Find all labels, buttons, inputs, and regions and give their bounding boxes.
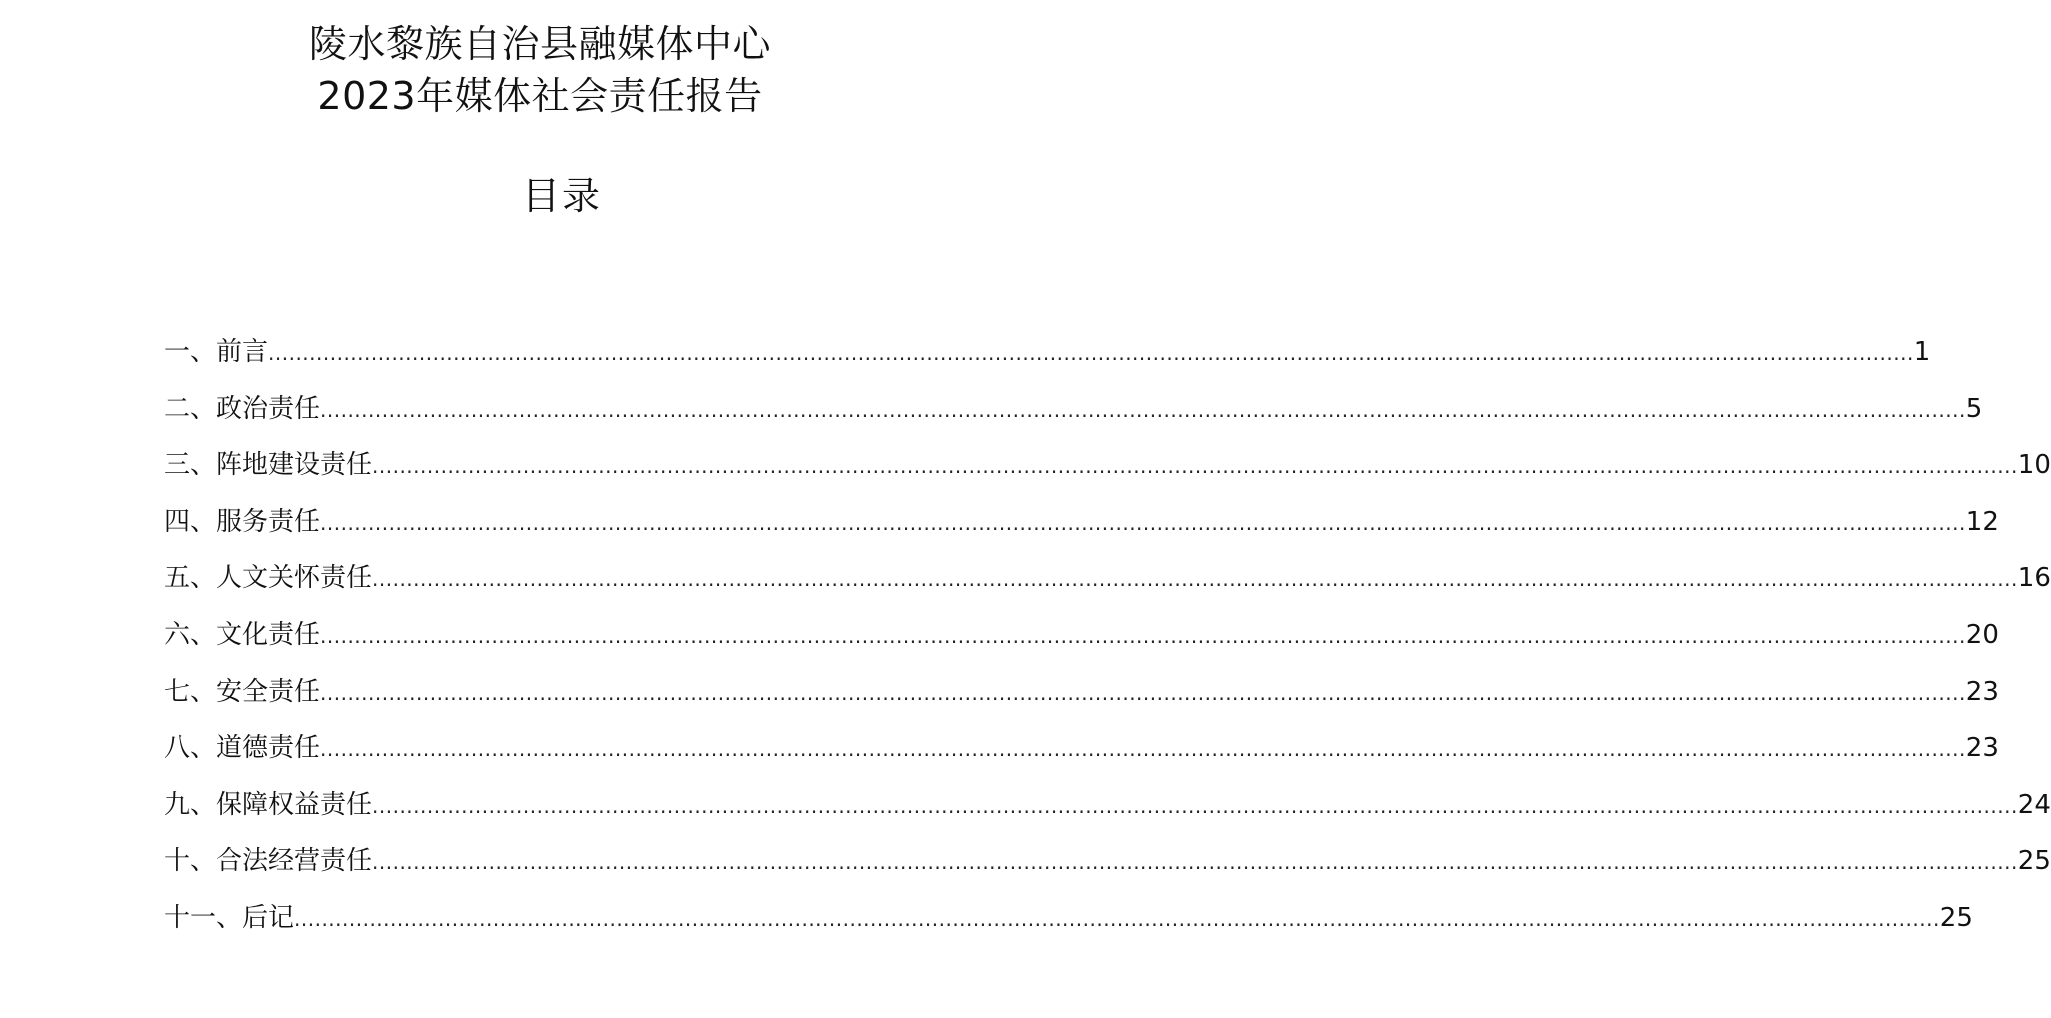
toc-entry-page: 10 [2017,450,2051,481]
toc-entry-page: 5 [1965,393,1983,424]
toc-entry-platform [164,437,2051,494]
toc-entry-label: 十、合法经营责任 [164,846,373,877]
toc-entry-label: 七、安全责任 [164,676,321,707]
toc-entry-page: 23 [1965,676,1999,707]
toc-dot-leader: ................................................................................................................................................................................................................................................ [320,397,1966,422]
toc-entry-label: 三、阵地建设责任 [164,450,373,481]
title-line-2: 2023年媒体社会责任报告 [317,74,763,118]
toc-entry-service [164,494,1999,551]
toc-entry-afterword [164,890,1973,947]
toc-entry-page: 16 [2017,563,2051,594]
toc-entry-label: 四、服务责任 [164,506,321,537]
toc-entry-page: 25 [1939,902,1973,933]
toc-dot-leader: ................................................................................................................................................................................................................................................ [294,906,1940,931]
toc-dot-leader: ................................................................................................................................................................................................................................................ [372,793,2018,818]
toc-entry-label: 十一、后记 [164,902,295,933]
toc-entry-humanistic [164,550,2051,607]
toc-entry-page: 1 [1913,337,1931,367]
toc-heading: 目录 [521,174,602,218]
toc-entry-safety [164,664,1999,721]
toc-dot-leader: ................................................................................................................................................................................................................................................ [372,567,2018,592]
toc-entry-label: 一、前言 [164,337,269,367]
toc-entry-label: 六、文化责任 [164,619,321,650]
toc-dot-leader: ................................................................................................................................................................................................................................................ [268,341,1914,365]
toc-entry-page: 23 [1965,733,1999,764]
toc-dot-leader: ................................................................................................................................................................................................................................................ [320,680,1966,705]
toc-dot-leader: ................................................................................................................................................................................................................................................ [320,737,1966,762]
toc-entry-page: 25 [2017,846,2051,877]
toc-entry-ethics [164,720,1999,777]
toc-entry-page: 12 [1965,506,1999,537]
toc-entry-label: 八、道德责任 [164,733,321,764]
toc-entry-cultural [164,607,1999,664]
toc-dot-leader: ................................................................................................................................................................................................................................................ [372,850,2018,875]
toc-entry-label: 五、人文关怀责任 [164,563,373,594]
toc-entry-legal-operation [164,833,2051,890]
document-title [0,18,1080,122]
toc-dot-leader: ................................................................................................................................................................................................................................................ [320,510,1966,535]
toc-entry-preface [164,324,1931,381]
toc-entry-page: 24 [2017,789,2051,820]
title-line-1: 陵水黎族自治县融媒体中心 [308,22,771,66]
toc-entry-political [164,381,1983,438]
toc-dot-leader: ................................................................................................................................................................................................................................................ [320,623,1966,648]
toc-entry-label: 二、政治责任 [164,393,321,424]
table-of-contents [164,324,2051,947]
toc-entry-label: 九、保障权益责任 [164,789,373,820]
toc-entry-rights [164,777,2051,834]
toc-dot-leader: ................................................................................................................................................................................................................................................ [372,454,2018,479]
toc-entry-page: 20 [1965,619,1999,650]
